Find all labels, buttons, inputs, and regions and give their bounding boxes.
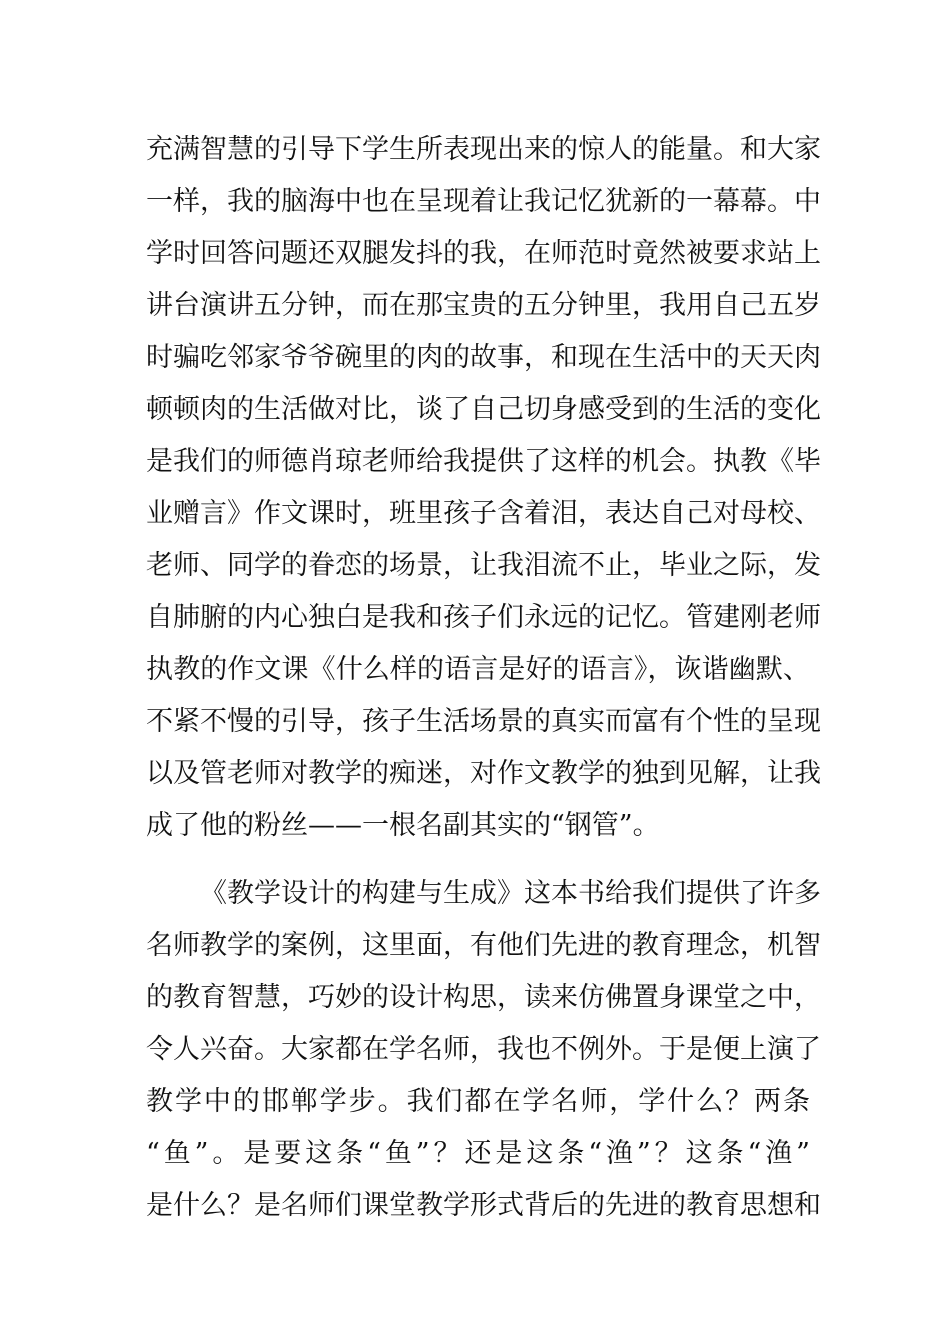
paragraph-line: 顿顿肉的生活做对比，谈了自己切身感受到的生活的变化 [146,394,821,425]
paragraph-line: 自肺腑的内心独白是我和孩子们永远的记忆。管建刚老师 [146,602,821,633]
paragraph-line: 时骗吃邻家爷爷碗里的肉的故事，和现在生活中的天天肉 [146,342,821,373]
paragraph-line: 以及管老师对教学的痴迷，对作文教学的独到见解，让我 [146,758,821,789]
paragraph-line: 老师、同学的眷恋的场景，让我泪流不止，毕业之际，发 [146,550,821,581]
paragraph-line: 的教育智慧，巧妙的设计构思，读来仿佛置身课堂之中， [146,982,821,1013]
paragraph-line: 《教学设计的构建与生成》这本书给我们提供了许多 [200,878,821,909]
paragraph-line: 充满智慧的引导下学生所表现出来的惊人的能量。和大家 [146,134,821,165]
paragraph-line: 名师教学的案例，这里面，有他们先进的教育理念，机智 [146,930,821,961]
paragraph-line: 是我们的师德肖琼老师给我提供了这样的机会。执教《毕 [146,446,821,477]
paragraph-line: 学时回答问题还双腿发抖的我，在师范时竟然被要求站上 [146,238,821,269]
paragraph-line: 一样，我的脑海中也在呈现着让我记忆犹新的一幕幕。中 [146,186,821,217]
paragraph-line: 业赠言》作文课时，班里孩子含着泪，表达自己对母校、 [146,498,821,529]
paragraph-line: “鱼”。是要这条“鱼”？还是这条“渔”？这条“渔” [146,1138,810,1169]
paragraph-2 [146,868,821,1232]
paragraph-line: 执教的作文课《什么样的语言是好的语言》，诙谐幽默、 [146,654,810,685]
paragraph-line: 是什么？是名师们课堂教学形式背后的先进的教育思想和 [146,1190,821,1221]
paragraph-line: 教学中的邯郸学步。我们都在学名师，学什么？两条 [146,1086,810,1117]
paragraph-1 [146,124,821,852]
paragraph-line: 讲台演讲五分钟，而在那宝贵的五分钟里，我用自己五岁 [146,290,821,321]
paragraph-line: 成了他的粉丝——一根名副其实的“钢管”。 [146,810,660,841]
paragraph-line: 不紧不慢的引导，孩子生活场景的真实而富有个性的呈现 [146,706,821,737]
paragraph-line: 令人兴奋。大家都在学名师，我也不例外。于是便上演了 [146,1034,821,1065]
